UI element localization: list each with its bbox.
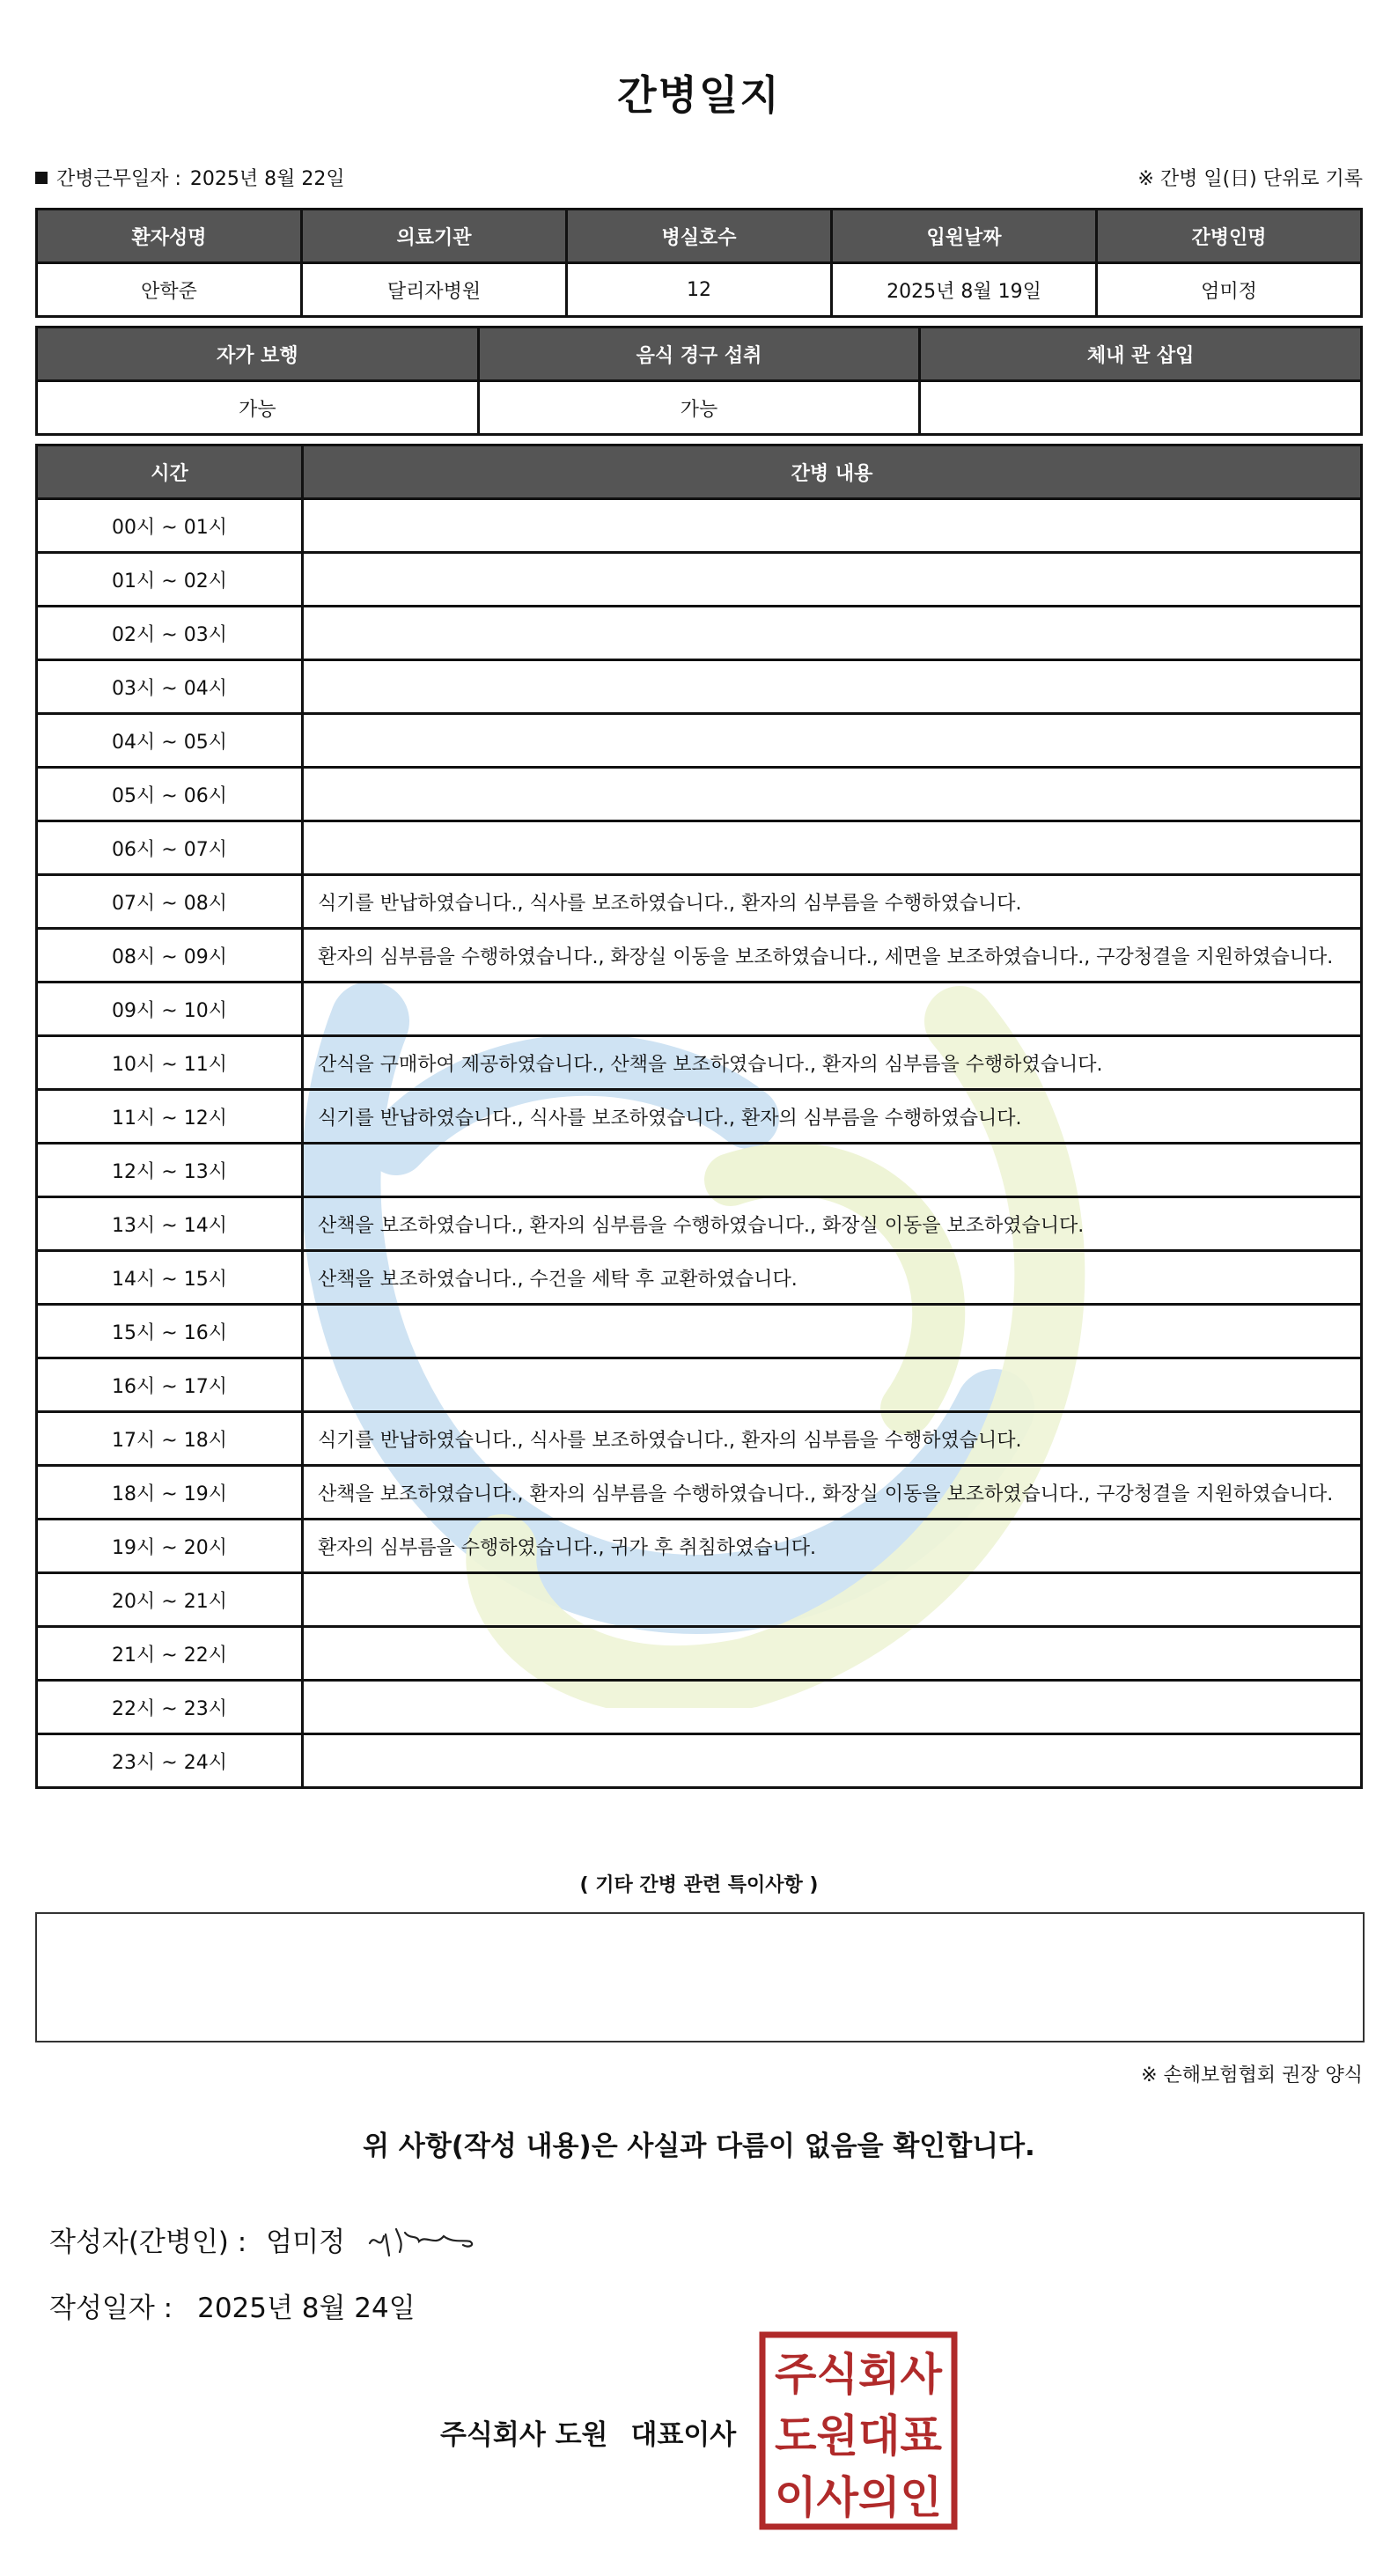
time-slot: 19시 ~ 20시: [37, 1520, 303, 1573]
care-content: [303, 768, 1362, 821]
time-slot: 22시 ~ 23시: [37, 1681, 303, 1734]
care-content: [303, 1681, 1362, 1734]
form-footnote: ※ 손해보험협회 권장 양식: [1141, 2064, 1363, 2087]
table-row: [37, 499, 1362, 553]
patient-ability-table: [35, 326, 1363, 436]
patient-name: 안학준: [37, 263, 302, 317]
time-slot: 08시 ~ 09시: [37, 929, 303, 983]
header-caregiver-name: 간병인명: [1097, 210, 1362, 263]
care-rows: [37, 499, 1362, 1788]
table-row: [37, 875, 1362, 929]
header-time: 시간: [37, 445, 303, 499]
table-header-row: [37, 445, 1362, 499]
hospital-name: 달리자병원: [302, 263, 567, 317]
care-content: [303, 821, 1362, 875]
care-content: [303, 1627, 1362, 1681]
care-content: 식기를 반납하였습니다., 식사를 보조하였습니다., 환자의 심부름을 수행하였습니다.: [303, 875, 1362, 929]
work-date: [35, 164, 345, 191]
table-row: [37, 821, 1362, 875]
care-content: 환자의 심부름을 수행하였습니다., 화장실 이동을 보조하였습니다., 세면을 보조하였습니다., 구강청결을 지원하였습니다.: [303, 929, 1362, 983]
patient-info-table: [35, 208, 1363, 318]
writer-label: 작성자(간병인) :: [49, 2226, 247, 2258]
care-content: [303, 553, 1362, 607]
time-slot: 05시 ~ 06시: [37, 768, 303, 821]
table-row: [37, 263, 1362, 317]
table-row: [37, 1144, 1362, 1197]
table-row: [37, 1090, 1362, 1144]
company-title: 대표이사: [630, 2419, 737, 2451]
table-row: [37, 1573, 1362, 1627]
time-slot: 14시 ~ 15시: [37, 1251, 303, 1305]
care-content: [303, 1305, 1362, 1358]
table-row: [37, 714, 1362, 768]
table-row: [37, 929, 1362, 983]
notes-title: ( 기타 간병 관련 특이사항 ): [579, 1874, 819, 1896]
record-note: ※ 간병 일(日) 단위로 기록: [1137, 168, 1363, 190]
table-row: [37, 983, 1362, 1036]
time-slot: 11시 ~ 12시: [37, 1090, 303, 1144]
hourly-care-table: [35, 444, 1363, 1789]
work-date-label: 간병근무일자 :: [56, 168, 181, 190]
care-content: [303, 607, 1362, 660]
table-row: [37, 553, 1362, 607]
table-row: [37, 1681, 1362, 1734]
header-admission-date: 입원날짜: [832, 210, 1097, 263]
document-title: 간병일지: [617, 71, 781, 119]
table-header-row: [37, 210, 1362, 263]
table-row: [37, 1627, 1362, 1681]
header-tube-insertion: 체내 관 삽입: [920, 328, 1362, 381]
care-content: 산책을 보조하였습니다., 환자의 심부름을 수행하였습니다., 화장실 이동을 보조하였습니다.: [303, 1197, 1362, 1251]
written-date-line: [49, 2285, 416, 2325]
table-row: [37, 1305, 1362, 1358]
time-slot: 17시 ~ 18시: [37, 1412, 303, 1466]
time-slot: 02시 ~ 03시: [37, 607, 303, 660]
time-slot: 12시 ~ 13시: [37, 1144, 303, 1197]
care-content: [303, 499, 1362, 553]
care-content: [303, 983, 1362, 1036]
work-date-value: 2025년 8월 22일: [189, 168, 345, 190]
care-content: 환자의 심부름을 수행하였습니다., 귀가 후 취침하였습니다.: [303, 1520, 1362, 1573]
table-row: [37, 768, 1362, 821]
tube-insertion-value: [920, 381, 1362, 435]
care-content: [303, 660, 1362, 714]
time-slot: 04시 ~ 05시: [37, 714, 303, 768]
care-content: 산책을 보조하였습니다., 환자의 심부름을 수행하였습니다., 화장실 이동을 보조하였습니다., 구강청결을 지원하였습니다.: [303, 1466, 1362, 1520]
written-date-value: 2025년 8월 24일: [197, 2293, 416, 2324]
time-slot: 09시 ~ 10시: [37, 983, 303, 1036]
care-content: 식기를 반납하였습니다., 식사를 보조하였습니다., 환자의 심부름을 수행하였습니다.: [303, 1090, 1362, 1144]
table-row: [37, 1358, 1362, 1412]
care-content: [303, 1144, 1362, 1197]
table-row: [37, 1251, 1362, 1305]
time-slot: 20시 ~ 21시: [37, 1573, 303, 1627]
time-slot: 00시 ~ 01시: [37, 499, 303, 553]
table-row: [37, 660, 1362, 714]
time-slot: 23시 ~ 24시: [37, 1734, 303, 1788]
time-slot: 01시 ~ 02시: [37, 553, 303, 607]
company-name: 주식회사 도원: [440, 2419, 608, 2451]
header-oral-intake: 음식 경구 섭취: [478, 328, 920, 381]
table-row: [37, 1036, 1362, 1090]
time-slot: 10시 ~ 11시: [37, 1036, 303, 1090]
room-number: 12: [567, 263, 832, 317]
self-walking-value: 가능: [37, 381, 479, 435]
care-content: [303, 1734, 1362, 1788]
square-bullet-icon: [35, 172, 48, 184]
signature-icon: [364, 2217, 497, 2261]
table-row: [37, 1412, 1362, 1466]
table-row: [37, 1466, 1362, 1520]
header-care-content: 간병 내용: [303, 445, 1362, 499]
time-slot: 21시 ~ 22시: [37, 1627, 303, 1681]
care-content: [303, 714, 1362, 768]
table-row: [37, 607, 1362, 660]
time-slot: 07시 ~ 08시: [37, 875, 303, 929]
table-row: [37, 381, 1362, 435]
notes-box: [35, 1912, 1365, 2042]
caregiver-name: 엄미정: [1097, 263, 1362, 317]
header-self-walking: 자가 보행: [37, 328, 479, 381]
care-content: 간식을 구매하여 제공하였습니다., 산책을 보조하였습니다., 환자의 심부름을 수행하였습니다.: [303, 1036, 1362, 1090]
writer-line: [49, 2217, 497, 2261]
care-content: [303, 1573, 1362, 1627]
admission-date: 2025년 8월 19일: [832, 263, 1097, 317]
table-row: [37, 1520, 1362, 1573]
svg-text:주식회사: 주식회사: [775, 2349, 943, 2400]
header-room: 병실호수: [567, 210, 832, 263]
table-header-row: [37, 328, 1362, 381]
time-slot: 13시 ~ 14시: [37, 1197, 303, 1251]
svg-text:이사의인: 이사의인: [775, 2472, 942, 2523]
header-patient-name: 환자성명: [37, 210, 302, 263]
table-row: [37, 1734, 1362, 1788]
company-line: [440, 2412, 736, 2452]
oral-intake-value: 가능: [478, 381, 920, 435]
header-hospital: 의료기관: [302, 210, 567, 263]
care-content: [303, 1358, 1362, 1412]
svg-text:도원대표: 도원대표: [775, 2410, 943, 2462]
care-content: 산책을 보조하였습니다., 수건을 세탁 후 교환하였습니다.: [303, 1251, 1362, 1305]
time-slot: 18시 ~ 19시: [37, 1466, 303, 1520]
time-slot: 03시 ~ 04시: [37, 660, 303, 714]
time-slot: 16시 ~ 17시: [37, 1358, 303, 1412]
time-slot: 15시 ~ 16시: [37, 1305, 303, 1358]
care-content: 식기를 반납하였습니다., 식사를 보조하였습니다., 환자의 심부름을 수행하였습니다.: [303, 1412, 1362, 1466]
company-seal-icon: [759, 2331, 958, 2530]
written-date-label: 작성일자 :: [49, 2293, 173, 2324]
table-row: [37, 1197, 1362, 1251]
time-slot: 06시 ~ 07시: [37, 821, 303, 875]
confirmation-statement: 위 사항(작성 내용)은 사실과 다름이 없음을 확인합니다.: [363, 2131, 1035, 2162]
writer-name: 엄미정: [266, 2226, 346, 2258]
